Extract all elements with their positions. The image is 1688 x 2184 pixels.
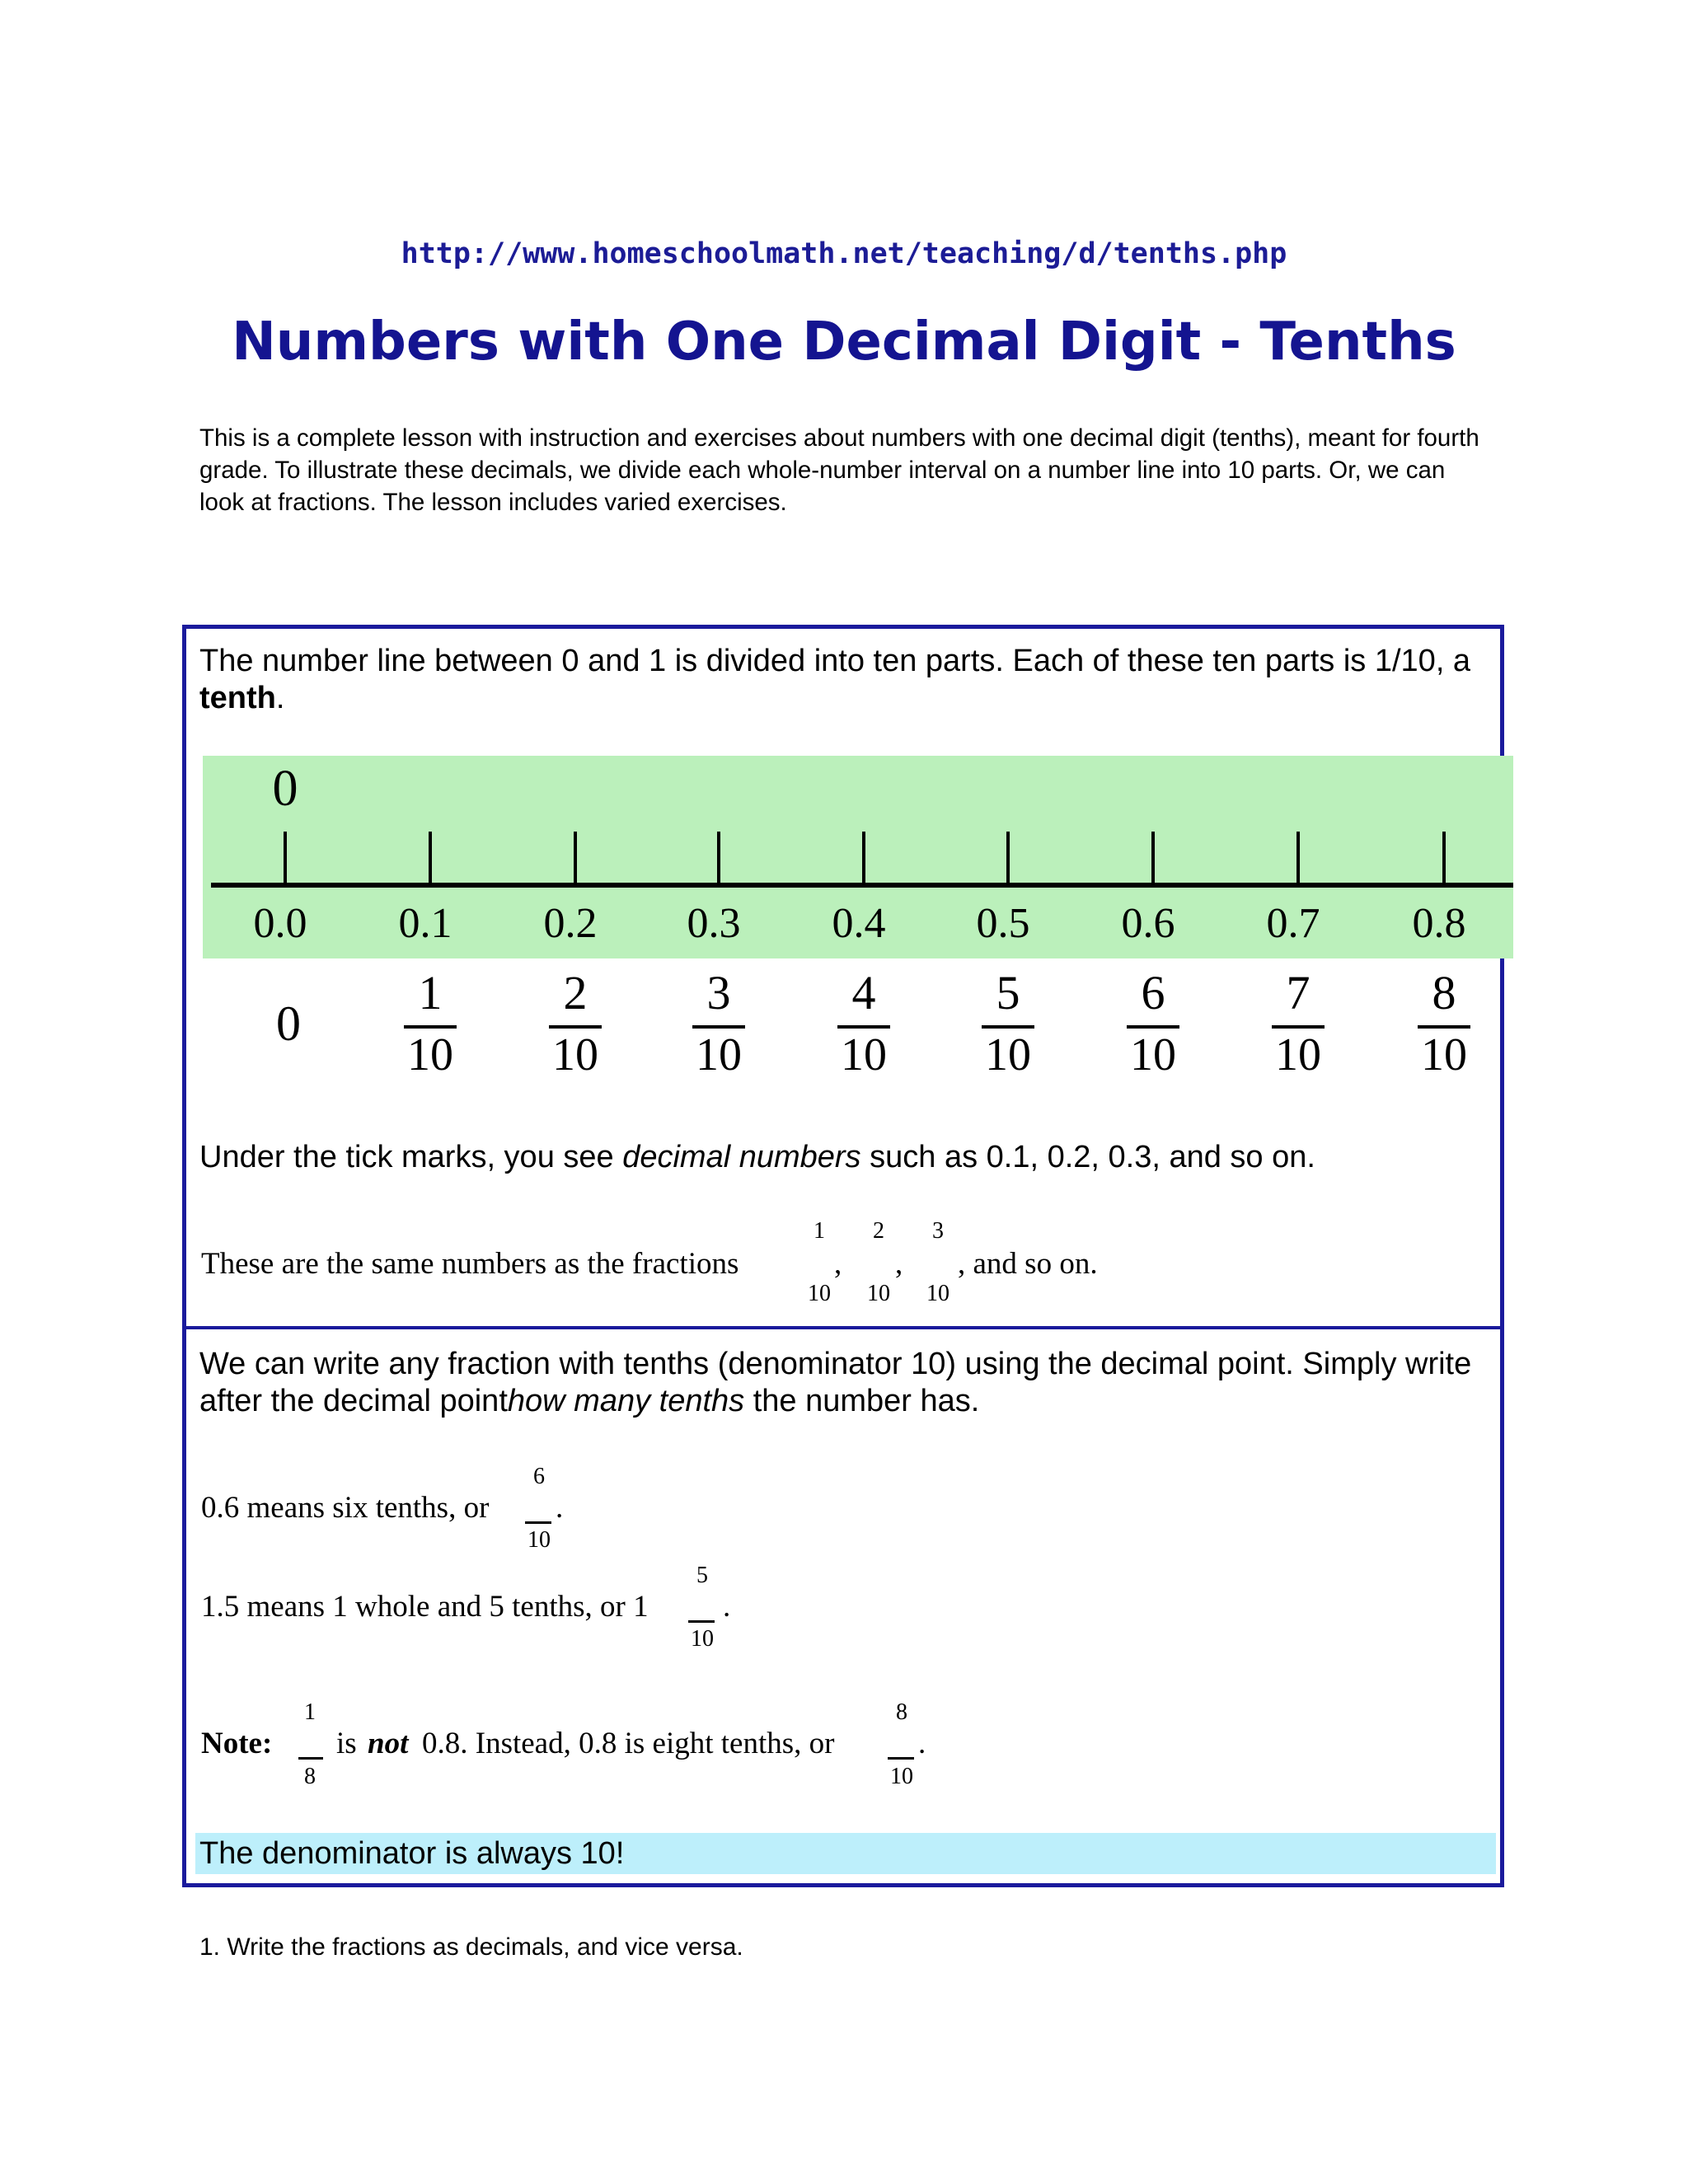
decimal-numbers-term: decimal numbers	[622, 1140, 861, 1174]
fraction-comma-2: ,	[895, 1247, 903, 1281]
decimal-tick-label: 0.6	[1121, 900, 1175, 947]
tenth-definition-end: .	[275, 681, 285, 715]
fraction-label-denominator: 10	[1421, 1029, 1467, 1080]
decimal-tick-label: 0.2	[543, 900, 598, 947]
note-fraction-2-numerator: 8	[896, 1699, 907, 1725]
fraction-2-denominator: 10	[867, 1281, 890, 1306]
how-many-tenths-term: how many tenths	[507, 1384, 745, 1418]
note-fraction-1-denominator: 8	[304, 1764, 316, 1789]
example-1-5-numerator: 5	[696, 1563, 708, 1588]
fraction-2-numerator: 2	[873, 1218, 884, 1244]
example-0-6-text: 0.6 means six tenths, or	[201, 1491, 490, 1525]
decimal-tick-label: 0.3	[687, 900, 741, 947]
fraction-label-numerator: 4	[851, 966, 876, 1019]
fraction-label-numerator: 5	[996, 966, 1020, 1019]
intro-paragraph: This is a complete lesson with instruction and exercises about numbers with one decimal digit (tenths), meant for fourth grade. To illustrate these decimals, we divide each whole-number interval on a number line into 10 parts. Or, we can look at fractions. The lesson includes varied exercises.	[199, 424, 1479, 516]
fraction-label-numerator: 3	[706, 966, 731, 1019]
example-1-5-text: 1.5 means 1 whole and 5 tenths, or 1	[201, 1590, 649, 1624]
tenth-term: tenth	[199, 681, 276, 715]
lesson-box-divider	[182, 1326, 1504, 1329]
note-label: Note:	[201, 1727, 273, 1760]
note-explanation: 0.8. Instead, 0.8 is eight tenths, or	[422, 1727, 835, 1760]
decimal-tick-label: 0.1	[398, 900, 452, 947]
example-0-6-denominator: 10	[528, 1527, 551, 1553]
decimal-tick-label: 0.5	[976, 900, 1030, 947]
fraction-1-denominator: 10	[808, 1281, 831, 1306]
note-fraction-2-denominator: 10	[890, 1764, 913, 1789]
note-fraction-2-bar	[888, 1757, 914, 1760]
example-1-5-fraction-bar	[688, 1620, 715, 1623]
fraction-label-numerator: 7	[1286, 966, 1311, 1019]
example-0-6-numerator: 6	[533, 1464, 545, 1489]
note-fraction-1-numerator: 1	[304, 1699, 316, 1725]
decimal-numbers-sentence	[199, 1139, 1477, 1176]
key-point-text: The denominator is always 10!	[199, 1836, 625, 1871]
fraction-label-numerator: 6	[1141, 966, 1165, 1019]
decimal-tick-label: 0.7	[1266, 900, 1320, 947]
decimal-tick-label: 0.0	[253, 900, 307, 947]
example-1-5-period: .	[723, 1590, 731, 1624]
fraction-3-numerator: 3	[932, 1218, 944, 1244]
exercise-1-instruction: 1. Write the fractions as decimals, and vice versa.	[199, 1933, 743, 1961]
page-title: Numbers with One Decimal Digit - Tenths	[232, 312, 1456, 373]
tenth-definition-text: The number line between 0 and 1 is divided into ten parts. Each of these ten parts is 1/10, a	[199, 644, 1471, 678]
fraction-label-numerator: 1	[418, 966, 443, 1019]
decimal-tick-label: 0.8	[1412, 900, 1466, 947]
note-is: is	[336, 1727, 357, 1760]
example-0-6-fraction-bar	[525, 1521, 551, 1524]
decimal-point-text: We can write any fraction with tenths (denominator 10) using the decimal point. Simply write after the decimal point	[199, 1347, 1472, 1418]
fraction-label-denominator: 10	[841, 1029, 887, 1080]
fractions-sentence: These are the same numbers as the fractions	[201, 1247, 739, 1281]
number-line-figure	[203, 756, 1513, 1085]
fraction-label-denominator: 10	[552, 1029, 598, 1080]
note-not: not	[368, 1727, 409, 1760]
fractions-sentence-end: , and so on.	[958, 1247, 1098, 1281]
example-0-6-period: .	[556, 1491, 564, 1525]
decimal-point-explanation	[199, 1346, 1477, 1420]
fraction-3-denominator: 10	[926, 1281, 950, 1306]
fraction-label-denominator: 10	[1130, 1029, 1176, 1080]
source-url: http://www.homeschoolmath.net/teaching/d/tenths.php	[401, 237, 1287, 270]
note-period: .	[918, 1727, 926, 1760]
fraction-label-denominator: 10	[985, 1029, 1031, 1080]
fraction-label-numerator: 8	[1432, 966, 1456, 1019]
decimal-tick-label: 0.4	[832, 900, 886, 947]
fraction-label-denominator: 10	[696, 1029, 742, 1080]
fraction-comma-1: ,	[834, 1247, 842, 1281]
decimal-sentence-end: such as 0.1, 0.2, 0.3, and so on.	[860, 1140, 1315, 1174]
decimal-point-end: the number has.	[744, 1384, 980, 1418]
note-fraction-1-bar	[298, 1757, 323, 1760]
fraction-label-zero: 0	[276, 996, 301, 1051]
fraction-label-denominator: 10	[407, 1029, 453, 1080]
fraction-label-numerator: 2	[563, 966, 588, 1019]
number-line-svg	[203, 756, 1513, 1085]
fraction-label-denominator: 10	[1275, 1029, 1321, 1080]
tenth-definition	[199, 643, 1477, 717]
number-line-top-label: 0	[272, 761, 298, 817]
example-1-5-denominator: 10	[691, 1626, 714, 1652]
decimal-sentence-start: Under the tick marks, you see	[199, 1140, 623, 1174]
fraction-1-numerator: 1	[814, 1218, 825, 1244]
